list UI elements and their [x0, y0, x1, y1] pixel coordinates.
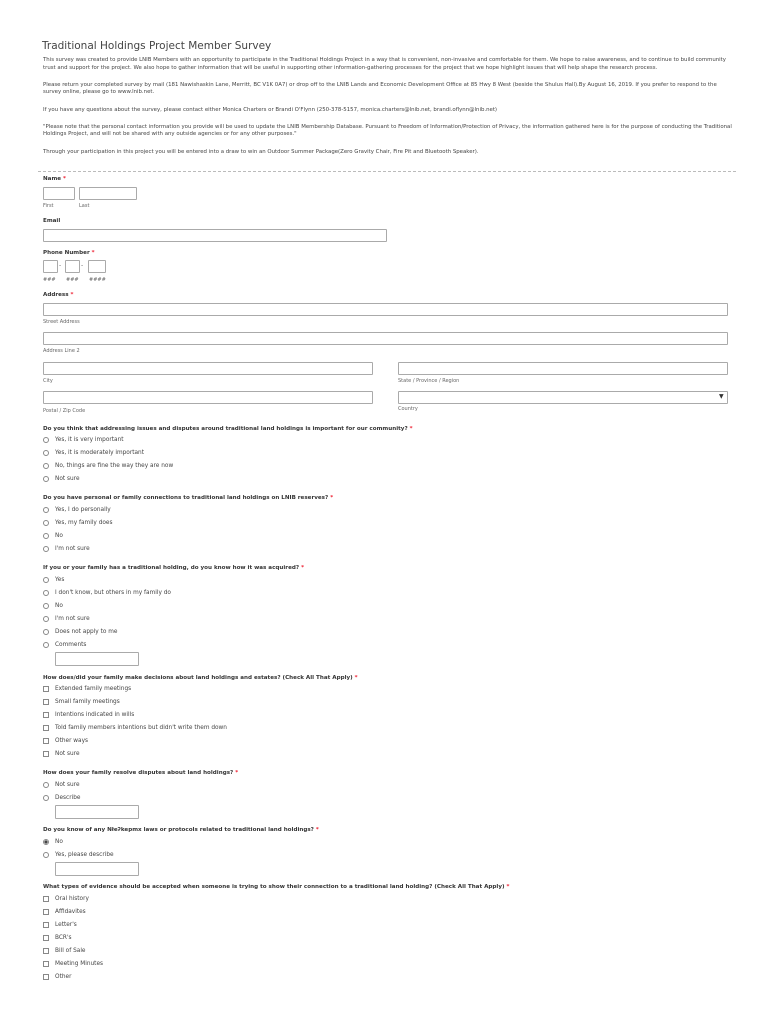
question-text: Do you think that addressing issues and disputes around traditional land holdings is important for our community?: [43, 426, 408, 432]
question-label: [43, 565, 304, 571]
option-label: Not sure: [55, 475, 80, 482]
checkbox-option[interactable]: [43, 920, 77, 929]
radio-option[interactable]: [43, 588, 171, 597]
section-divider: [38, 171, 736, 172]
option-label: I don't know, but others in my family do: [55, 589, 171, 596]
checkbox-option[interactable]: [43, 697, 120, 706]
option-label: No: [55, 838, 63, 845]
comments-input[interactable]: [55, 652, 139, 666]
country-caption: Country: [398, 406, 418, 412]
radio-option[interactable]: [43, 435, 124, 444]
describe-input[interactable]: [55, 805, 139, 819]
radio-button[interactable]: [43, 533, 49, 539]
option-label: I'm not sure: [55, 545, 90, 552]
radio-option[interactable]: [43, 544, 90, 553]
question-label: [43, 426, 413, 432]
address-label: [43, 292, 73, 298]
required-mark: *: [301, 565, 304, 571]
checkbox[interactable]: [43, 699, 49, 705]
required-mark: *: [63, 176, 66, 182]
option-label: Not sure: [55, 781, 80, 788]
checkbox[interactable]: [43, 738, 49, 744]
checkbox-option[interactable]: [43, 959, 103, 968]
option-label: Meeting Minutes: [55, 960, 104, 967]
option-label: Yes, it is moderately important: [55, 449, 144, 456]
question-label: [43, 827, 319, 833]
phone-area-caption: ###: [43, 277, 56, 283]
required-mark: *: [354, 675, 358, 681]
chevron-down-icon[interactable]: ▼: [719, 393, 724, 400]
city-caption: City: [43, 378, 53, 384]
question-label: [43, 770, 238, 776]
phone-line-caption: ####: [89, 277, 106, 283]
last-name-input[interactable]: [79, 187, 137, 200]
option-label: No: [55, 532, 63, 539]
radio-option[interactable]: [43, 627, 117, 636]
option-label: Yes, it is very important: [55, 436, 124, 443]
radio-option[interactable]: [43, 518, 113, 527]
option-label: Describe: [55, 794, 81, 801]
option-label: BCR's: [55, 934, 72, 941]
option-label: No, things are fine the way they are now: [55, 462, 174, 469]
checkbox[interactable]: [43, 922, 49, 928]
option-label: Extended family meetings: [55, 685, 132, 692]
phone-dash: -: [59, 262, 62, 269]
intro-paragraph: This survey was created to provide LNIB Members with an opportunity to participate in the Traditional Holdings Project in a way that is convenient, non-invasive and comfortable for them. We hope to raise awareness, and to continue to build community trust and support for the project. We also hope to gather information that will be useful in supporting other information-gathering processes for the project that we hope highlight issues that will help shape the research process.: [43, 57, 726, 71]
checkbox[interactable]: [43, 896, 49, 902]
radio-button[interactable]: [43, 463, 49, 469]
option-label: Letter's: [55, 921, 77, 928]
question-label: [43, 884, 509, 890]
checkbox[interactable]: [43, 712, 49, 718]
checkbox[interactable]: [43, 974, 49, 980]
checkbox-option[interactable]: [43, 723, 227, 732]
last-name-caption: Last: [79, 203, 90, 209]
required-mark: *: [70, 292, 74, 298]
radio-option[interactable]: [43, 448, 144, 457]
radio-button[interactable]: [43, 590, 49, 596]
radio-button[interactable]: [43, 437, 49, 443]
radio-option[interactable]: [43, 531, 63, 540]
email-input[interactable]: [43, 229, 387, 242]
checkbox-option[interactable]: [43, 749, 80, 758]
radio-option[interactable]: [43, 505, 111, 514]
question-text: Do you have personal or family connections to traditional land holdings on LNIB reserves?: [43, 495, 329, 501]
intro-paragraph: "Please note that the personal contact information you provide will be used to update the LNIB Membership Database. Pursuant to Freedom of Information/Protection of Privacy, the information gathered here is for the purpose of conducting the Traditional Holdings Project, and will not be shared with any outside agencies or for any other purposes.": [43, 123, 732, 138]
checkbox[interactable]: [43, 725, 49, 731]
option-label: Does not apply to me: [55, 628, 118, 635]
required-mark: *: [330, 495, 334, 501]
required-mark: *: [506, 884, 510, 890]
phone-dash: -: [81, 262, 84, 269]
option-label: Intentions indicated in wills: [55, 711, 135, 718]
checkbox-option[interactable]: [43, 946, 86, 955]
question-label: [43, 495, 333, 501]
phone-line-input[interactable]: [88, 260, 106, 273]
street-address-input[interactable]: [43, 303, 728, 316]
email-label: Email: [43, 218, 61, 224]
checkbox-option[interactable]: [43, 933, 72, 942]
postal-code-input[interactable]: [43, 391, 373, 404]
address-label-text: Address: [43, 292, 69, 298]
option-label: Oral history: [55, 895, 89, 902]
postal-code-caption: Postal / Zip Code: [43, 408, 86, 414]
radio-button[interactable]: [43, 782, 49, 788]
option-label: Small family meetings: [55, 698, 120, 705]
phone-label-text: Phone Number: [43, 250, 90, 256]
option-label: Comments: [55, 641, 87, 648]
street-address-caption: Street Address: [43, 319, 80, 325]
radio-button[interactable]: [43, 507, 49, 513]
option-label: Other ways: [55, 737, 89, 744]
city-input[interactable]: [43, 362, 373, 375]
phone-prefix-input[interactable]: [65, 260, 80, 273]
name-label: [43, 176, 66, 182]
radio-option[interactable]: [43, 850, 114, 859]
radio-option[interactable]: [43, 793, 80, 802]
address-line2-input[interactable]: [43, 332, 728, 345]
page-title: Traditional Holdings Project Member Survey: [42, 40, 272, 52]
checkbox-option[interactable]: [43, 736, 88, 745]
question-text: How does/did your family make decisions about land holdings and estates? (Check All That Apply): [43, 675, 353, 681]
phone-area-input[interactable]: [43, 260, 58, 273]
radio-button[interactable]: [43, 616, 49, 622]
phone-label: [43, 250, 95, 256]
radio-button[interactable]: [43, 450, 49, 456]
radio-button[interactable]: [43, 629, 49, 635]
radio-option[interactable]: [43, 780, 80, 789]
question-text: What types of evidence should be accepted when someone is trying to show their connection to a traditional land holding? (Check All That Apply): [43, 884, 505, 890]
state-input[interactable]: [398, 362, 728, 375]
name-label-text: Name: [43, 176, 62, 182]
radio-option[interactable]: [43, 614, 90, 623]
radio-button[interactable]: [43, 642, 49, 648]
checkbox[interactable]: [43, 948, 49, 954]
intro-paragraph: Please return your completed survey by mail (181 Nawishaskin Lane, Merritt, BC V1K 0A7) or drop off to the LNIB Lands and Economic Development Office at 85 Hwy 8 West (beside the Shulus Hall).By August 16, 2019. If you prefer to respond to the survey online, please go to www.lnib.net.: [43, 81, 717, 96]
radio-option[interactable]: [43, 461, 173, 470]
checkbox-option[interactable]: [43, 684, 131, 693]
option-label: Not sure: [55, 750, 80, 757]
radio-button[interactable]: [43, 603, 49, 609]
option-label: Yes, please describe: [55, 851, 114, 858]
radio-button[interactable]: [43, 476, 49, 482]
option-label: I'm not sure: [55, 615, 90, 622]
country-select[interactable]: [398, 391, 728, 404]
radio-button[interactable]: [43, 795, 49, 801]
checkbox-option[interactable]: [43, 972, 71, 981]
radio-button-selected[interactable]: [43, 839, 49, 845]
checkbox[interactable]: [43, 751, 49, 757]
option-label: Yes, my family does: [55, 519, 113, 526]
option-label: Bill of Sale: [55, 947, 86, 954]
question-text: Do you know of any Nłeʔkepmx laws or protocols related to traditional land holdings?: [43, 827, 314, 833]
option-label: Yes: [55, 576, 65, 583]
radio-button[interactable]: [43, 546, 49, 552]
radio-option[interactable]: [43, 575, 64, 584]
phone-prefix-caption: ###: [66, 277, 79, 283]
required-mark: *: [91, 250, 95, 256]
required-mark: *: [315, 827, 319, 833]
first-name-caption: First: [43, 203, 54, 209]
radio-button[interactable]: [43, 577, 49, 583]
radio-button[interactable]: [43, 852, 49, 858]
intro-paragraph: If you have any questions about the survey, please contact either Monica Charters or Brandi O'Flynn (250-378-5157, monica.charters@lnib.net, brandi.oflynn@lnib.net): [43, 106, 498, 113]
radio-button[interactable]: [43, 520, 49, 526]
required-mark: *: [235, 770, 239, 776]
checkbox-option[interactable]: [43, 710, 134, 719]
option-label: Affidavites: [55, 908, 86, 915]
question-text: If you or your family has a traditional holding, do you know how it was acquired?: [43, 565, 300, 571]
required-mark: *: [409, 426, 413, 432]
radio-option[interactable]: [43, 837, 63, 846]
radio-option[interactable]: [43, 640, 86, 649]
checkbox[interactable]: [43, 935, 49, 941]
describe-laws-input[interactable]: [55, 862, 139, 876]
checkbox-option[interactable]: [43, 894, 89, 903]
address-line2-caption: Address Line 2: [43, 348, 80, 354]
checkbox-option[interactable]: [43, 907, 86, 916]
option-label: No: [55, 602, 63, 609]
radio-option[interactable]: [43, 601, 63, 610]
question-text: How does your family resolve disputes about land holdings?: [43, 770, 234, 776]
option-label: Told family members intentions but didn't write them down: [55, 724, 227, 731]
intro-text: [43, 57, 733, 166]
checkbox[interactable]: [43, 909, 49, 915]
state-caption: State / Province / Region: [398, 378, 460, 384]
option-label: Other: [55, 973, 72, 980]
option-label: Yes, I do personally: [55, 506, 111, 513]
question-label: [43, 675, 358, 681]
radio-option[interactable]: [43, 474, 80, 483]
intro-paragraph: Through your participation in this project you will be entered into a draw to win an Outdoor Summer Package(Zero Gravity Chair, Fire Pit and Bluetooth Speaker).: [43, 148, 479, 155]
checkbox[interactable]: [43, 961, 49, 967]
first-name-input[interactable]: [43, 187, 75, 200]
checkbox[interactable]: [43, 686, 49, 692]
